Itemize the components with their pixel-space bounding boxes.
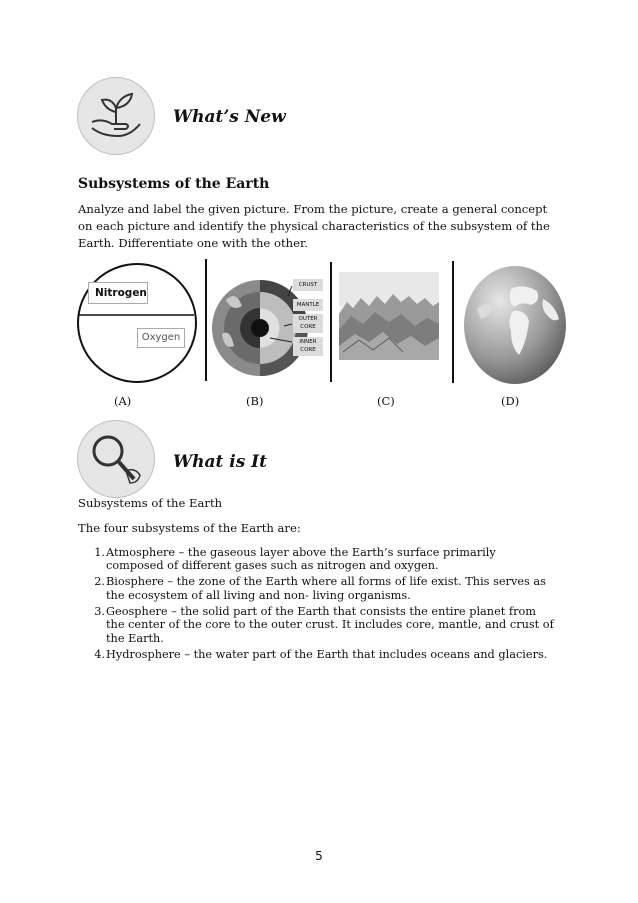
inner-core-label-line1: INNER [299, 339, 317, 345]
caption-d: (D) [501, 394, 520, 408]
figure-d-globe [463, 265, 567, 385]
caption-b: (B) [246, 394, 264, 408]
what-is-it-line2: The four subsystems of the Earth are: [78, 521, 301, 535]
what-is-it-line1: Subsystems of the Earth [78, 496, 223, 510]
inner-core-label-line2: CORE [300, 347, 316, 353]
outer-core-label [293, 314, 323, 333]
figure-divider [205, 259, 207, 381]
instructions-paragraph: Analyze and label the given picture. From the picture, create a general concept on each picture and identify the physical characteristics of the subsystem of the Earth. Differentiate one with the other. [78, 202, 550, 250]
list-item [96, 575, 556, 602]
list-text: Geosphere – the solid part of the Earth that consists the entire planet from the center of the core to the outer crust. It includes core, mantle, and crust of the Earth. [106, 604, 554, 645]
magnifying-glass-icon [77, 420, 155, 498]
oxygen-label: Oxygen [137, 328, 185, 348]
page-number: 5 [315, 849, 323, 863]
nitrogen-label: Nitrogen [88, 282, 148, 304]
section-subheading: Subsystems of the Earth [78, 176, 270, 192]
caption-a: (A) [114, 394, 132, 408]
list-text: Atmosphere – the gaseous layer above the Earth’s surface primarily composed of different gases such as nitrogen and oxygen. [106, 546, 496, 573]
crust-label: CRUST [293, 279, 323, 291]
list-number: 3. [94, 604, 105, 618]
whats-new-title: What’s New [173, 107, 286, 127]
outer-core-label-line1: OUTER [298, 316, 318, 322]
figure-c-mountains [339, 272, 439, 360]
list-number: 1. [94, 546, 105, 559]
plant-hand-icon [77, 77, 155, 155]
what-is-it-title: What is It [173, 452, 267, 472]
subsystems-list [96, 546, 556, 664]
inner-core-label [293, 337, 323, 356]
list-number: 2. [94, 575, 105, 589]
mantle-label: MANTLE [293, 299, 323, 311]
figure-divider [330, 262, 332, 382]
caption-c: (C) [377, 394, 395, 408]
list-text: Hydrosphere – the water part of the Earth that includes oceans and glaciers. [106, 647, 548, 661]
list-item [96, 605, 556, 645]
list-item [96, 546, 556, 573]
figure-a-atmosphere-pie [76, 262, 198, 384]
outer-core-label-line2: CORE [300, 324, 316, 330]
figure-divider [452, 261, 454, 383]
list-text: Biosphere – the zone of the Earth where all forms of life exist. This serves as the ecosystem of all living and non- living organisms. [106, 575, 546, 602]
list-item [96, 648, 556, 661]
list-number: 4. [94, 647, 105, 661]
